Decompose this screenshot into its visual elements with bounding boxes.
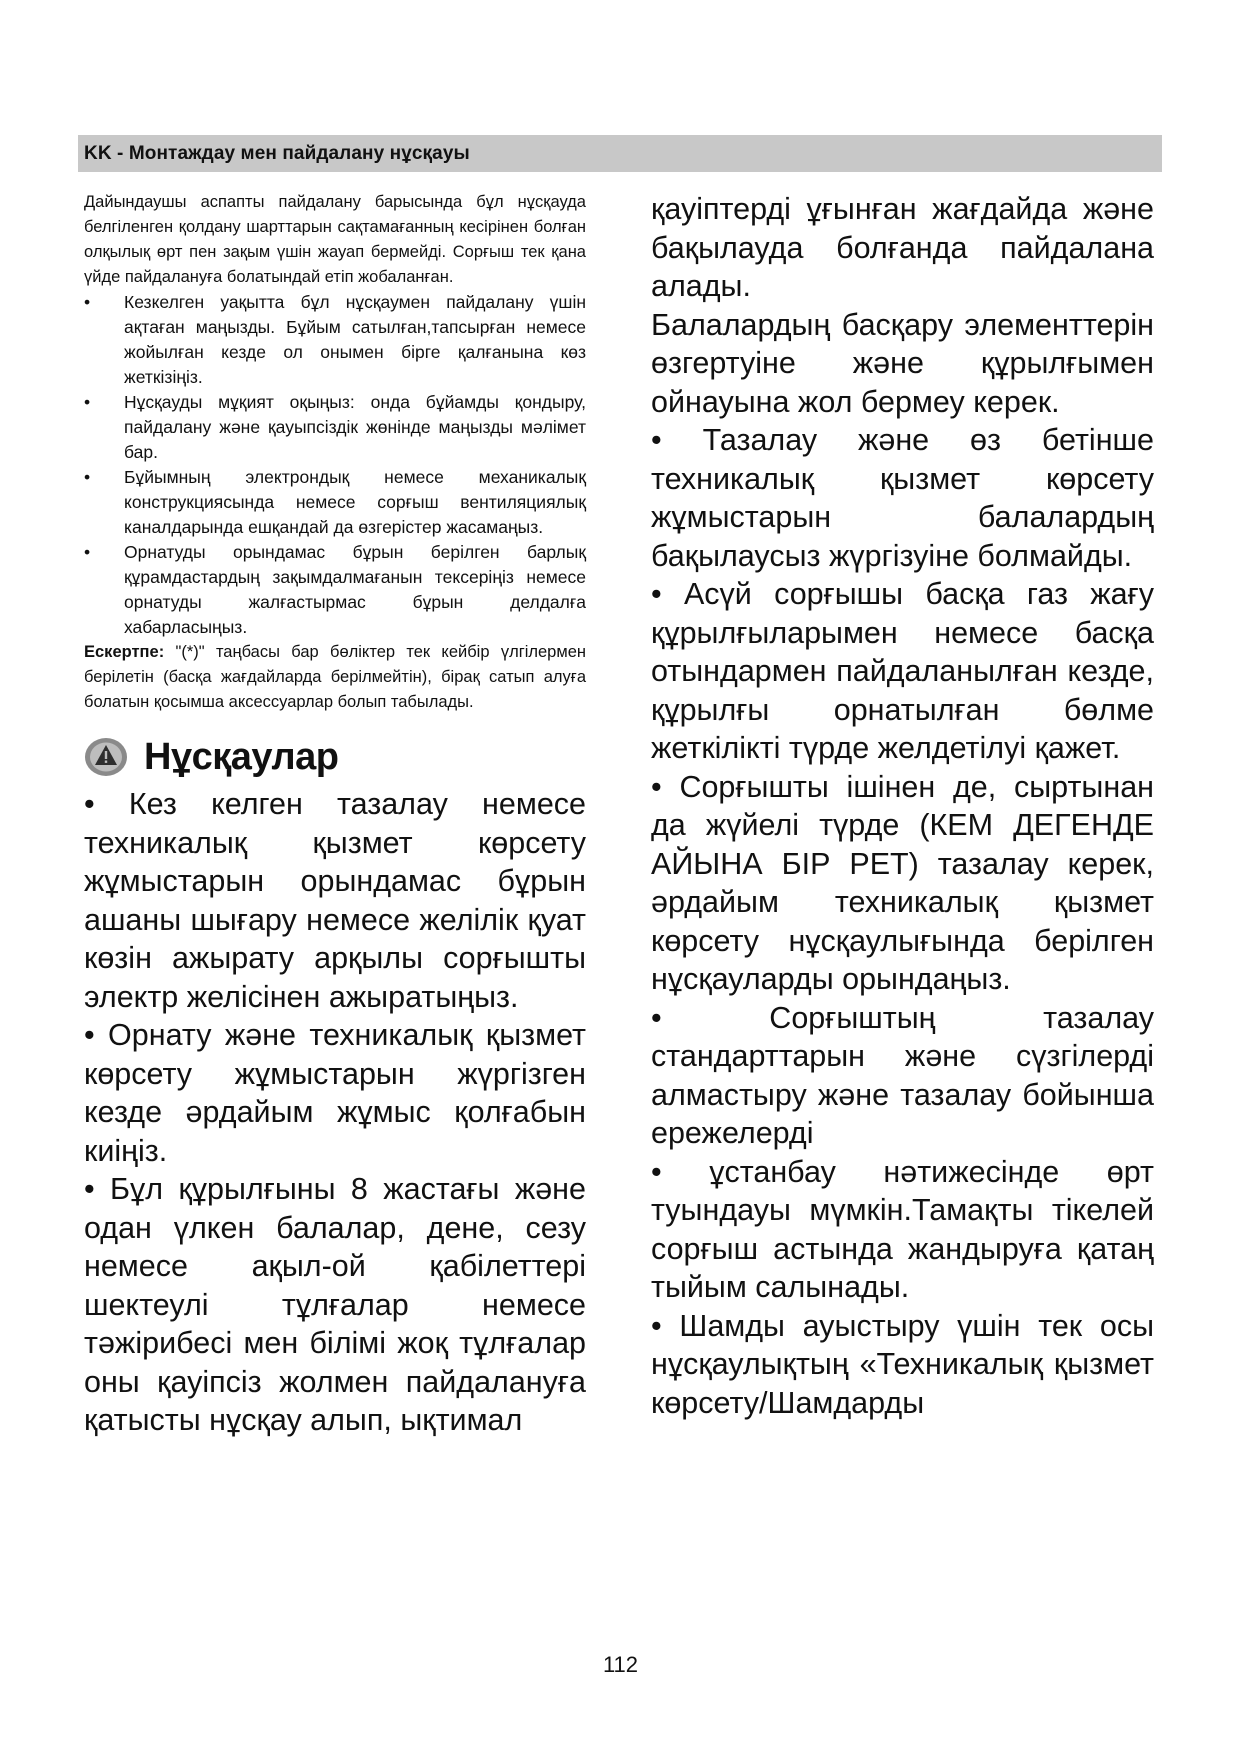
intro-bullet: • Орнатуды орындамас бұрын берілген барлық құрамдастардың зақымдалмағанын тексеріңіз немесе орнатуды жалғастырмас бұрын делдалға хабарласыңыз. <box>84 540 586 640</box>
right-column <box>651 190 1154 1422</box>
body-paragraph: • Шамды ауыстыру үшін тек осы нұсқаулықтың «Техникалық қызмет көрсету/Шамдарды <box>651 1308 1154 1420</box>
note-label: Ескертпе: <box>84 643 165 661</box>
body-paragraph: • Сорғыштың тазалау стандарттарын және сүзгілерді алмастыру және тазалау бойынша ережелерді <box>651 1000 1154 1150</box>
document-title: KK - Монтаждау мен пайдалану нұсқауы <box>84 142 470 164</box>
body-paragraph: • ұстанбау нәтижесінде өрт туындауы мүмкін.Тамақты тікелей сорғыш астында жандыруға қатаң тыйым салынады. <box>651 1154 1154 1304</box>
page-number: 112 <box>602 1652 639 1677</box>
body-paragraph: • Тазалау және өз бетінше техникалық қызмет көрсету жұмыстарын балалардың бақылаусыз жүргізуіне болмайды. <box>651 423 1154 573</box>
left-column <box>84 190 586 1440</box>
section-heading <box>84 729 586 785</box>
section-title: Нұсқаулар <box>144 735 339 778</box>
body-paragraph: • Бұл құрылғыны 8 жастағы және одан үлкен балалар, дене, сезу немесе ақыл-ой қабілеттері шектеулі тұлғалар немесе тәжірибесі мен білімі жоқ тұлғалар оны қауіпсіз жолмен пайдалануға қатысты нұсқау алып, ықтимал <box>84 1172 586 1437</box>
intro-bullet: • Бұйымның электрондық немесе механикалық конструкциясында немесе сорғыш вентиляциялық каналдарында ешқандай да өзгерістер жасамаңыз. <box>84 465 586 540</box>
header-bar <box>78 135 1162 172</box>
body-paragraph: • Асүй сорғышы басқа газ жағу құрылғыларымен немесе басқа отындармен пайдаланылған кезде, құрылғы орнатылған бөлме жеткілікті түрде желдетілуі қажет. <box>651 577 1154 765</box>
body-paragraph: • Кез келген тазалау немесе техникалық қызмет көрсету жұмыстарын орындамас бұрын ашаны шығару немесе желілік қуат көзін ажырату арқылы сорғышты электр желісінен ажыратыңыз. <box>84 787 586 1014</box>
intro-bullet: • Кезкелген уақытта бұл нұсқаумен пайдалану үшін ақтаған маңызды. Бұйым сатылған,тапсырған немесе жойылған кезде ол онымен бірге қалғанына көз жеткізіңіз. <box>84 290 586 390</box>
intro-bullet-list <box>84 290 586 640</box>
body-paragraph: қауіптерді ұғынған жағдайда және бақылауда болғанда пайдалана алады. <box>651 192 1154 303</box>
intro-paragraph: Дайындаушы аспапты пайдалану барысында бұл нұсқауда белгіленген қолдану шарттарын сақтамағанның кесірінен болған олқылық өрт пен зақым үшін жауап бермейді. Сорғыш тек қана үйде пайдалануға болатындай етіп жобаланған. <box>84 193 586 286</box>
body-paragraph: Балалардың басқару элементтерін өзгертуіне және құрылғымен ойнауына жол бермеу керек. <box>651 307 1154 419</box>
intro-bullet: • Нұсқауды мұқият оқыңыз: онда бұйамды қондыру, пайдалану және қауыпсіздік жөнінде маңызды мәлімет бар. <box>84 390 586 465</box>
note-paragraph <box>84 640 586 715</box>
note-text: "(*)" таңбасы бар бөліктер тек кейбір үлгілермен берілетін (басқа жағдайларда берілмейтін), бірақ сатып алуға болатын қосымша аксессуарлар болып табылады. <box>84 643 586 711</box>
body-paragraph: • Сорғышты ішінен де, сыртынан да жүйелі түрде (КЕМ ДЕГЕНДЕ АЙЫНА БІР РЕТ) тазалау керек, әрдайым техникалық қызмет көрсету нұсқаулығында берілген нұсқауларды орындаңыз. <box>651 769 1154 996</box>
warning-icon <box>84 737 128 777</box>
body-paragraph: • Орнату және техникалық қызмет көрсету жұмыстарын жүргізген кезде әрдайым жұмыс қолғабын киіңіз. <box>84 1018 586 1168</box>
